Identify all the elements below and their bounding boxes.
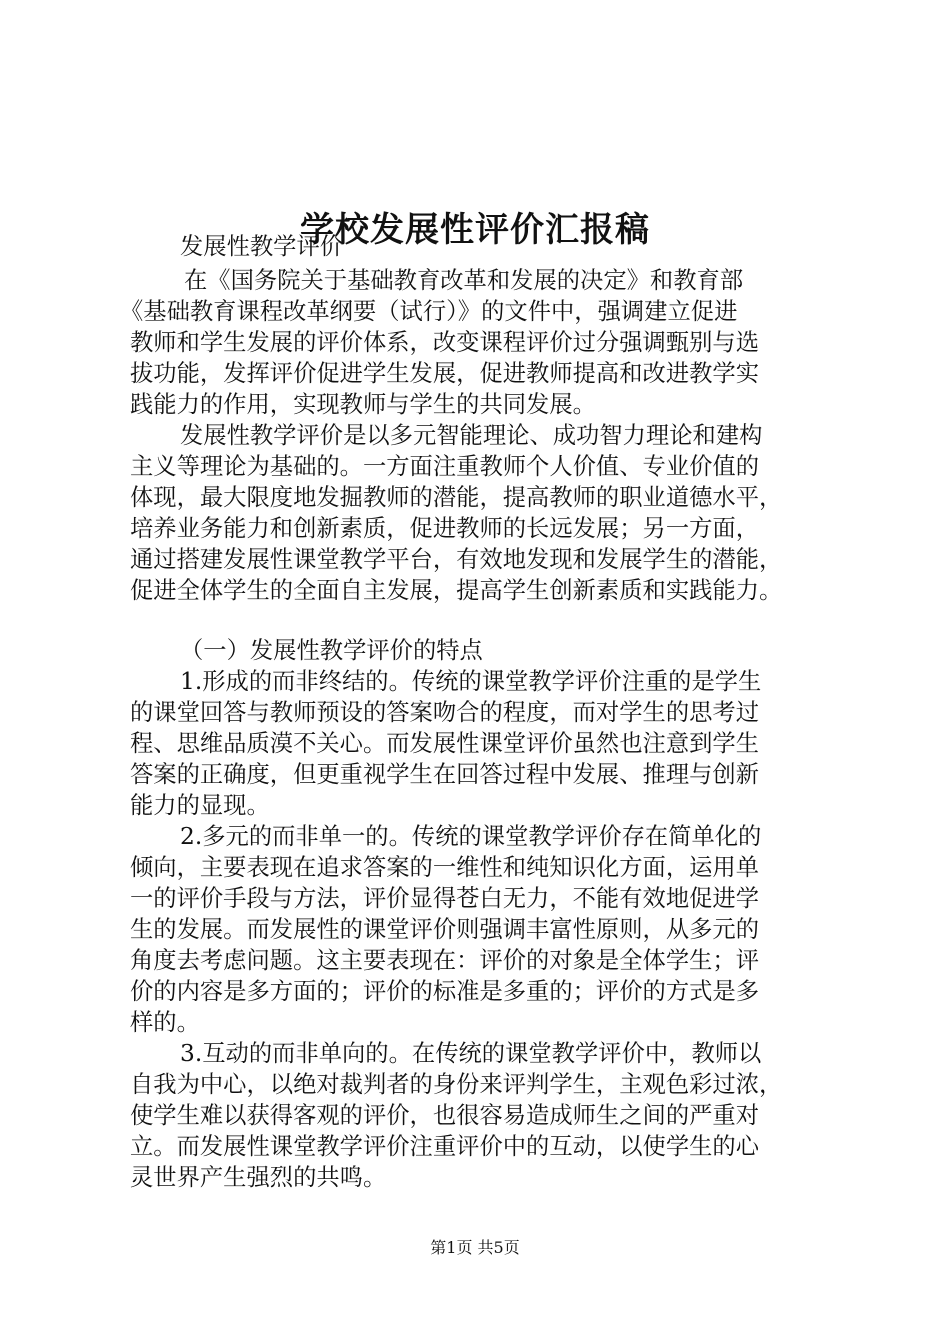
body-line: 的课堂回答与教师预设的答案吻合的程度，而对学生的思考过 [130,699,760,726]
body-line: 立。而发展性课堂教学评价注重评价中的互动，以使学生的心 [130,1133,760,1160]
body-line: 2.多元的而非单一的。传统的课堂教学评价存在简单化的 [180,823,762,850]
body-line: 程、思维品质漠不关心。而发展性课堂评价虽然也注意到学生 [130,730,760,757]
body-line: 样的。 [130,1009,200,1036]
body-line: 倾向，主要表现在追求答案的一维性和纯知识化方面，运用单 [130,854,760,881]
body-line: 一的评价手段与方法，评价显得苍白无力，不能有效地促进学 [130,885,760,912]
body-line: 生的发展。而发展性的课堂评价则强调丰富性原则，从多元的 [130,916,760,943]
body-line: 灵世界产生强烈的共鸣。 [130,1164,387,1191]
body-line: 培养业务能力和创新素质，促进教师的长远发展；另一方面， [130,515,760,542]
body-line: 自我为中心，以绝对裁判者的身份来评判学生，主观色彩过浓， [130,1071,783,1098]
body-line: 践能力的作用，实现教师与学生的共同发展。 [130,391,596,418]
body-line: 1.形成的而非终结的。传统的课堂教学评价注重的是学生 [180,668,762,695]
body-line: 使学生难以获得客观的评价，也很容易造成师生之间的严重对 [130,1102,760,1129]
body-line: 价的内容是多方面的；评价的标准是多重的；评价的方式是多 [130,978,760,1005]
body-line: 答案的正确度，但更重视学生在回答过程中发展、推理与创新 [130,761,760,788]
body-line: 教师和学生发展的评价体系，改变课程评价过分强调甄别与选 [130,329,760,356]
body-line: 促进全体学生的全面自主发展，提高学生创新素质和实践能力。 [130,577,783,604]
body-line: 通过搭建发展性课堂教学平台，有效地发现和发展学生的潜能， [130,546,783,573]
section-heading: （一）发展性教学评价的特点 [180,637,483,664]
document-title: 学校发展性评价汇报稿 [300,209,650,250]
body-line: 3.互动的而非单向的。在传统的课堂教学评价中，教师以 [180,1040,762,1067]
body-line: 发展性教学评价是以多元智能理论、成功智力理论和建构 [180,422,763,449]
body-line: 拔功能，发挥评价促进学生发展，促进教师提高和改进教学实 [130,360,760,387]
body-line: 《基础教育课程改革纲要（试行）》的文件中，强调建立促进 [120,298,738,325]
body-line: 在《国务院关于基础教育改革和发展的决定》和教育部 [184,267,744,294]
body-line: 体现，最大限度地发掘教师的潜能，提高教师的职业道德水平， [130,484,783,511]
body-line: 主义等理论为基础的。一方面注重教师个人价值、专业价值的 [130,453,760,480]
body-line: 发展性教学评价 [180,233,344,260]
body-line: 角度去考虑问题。这主要表现在：评价的对象是全体学生；评 [130,947,760,974]
body-line: 能力的显现。 [130,792,270,819]
page-number-footer: 第1页 共5页 [430,1238,520,1257]
